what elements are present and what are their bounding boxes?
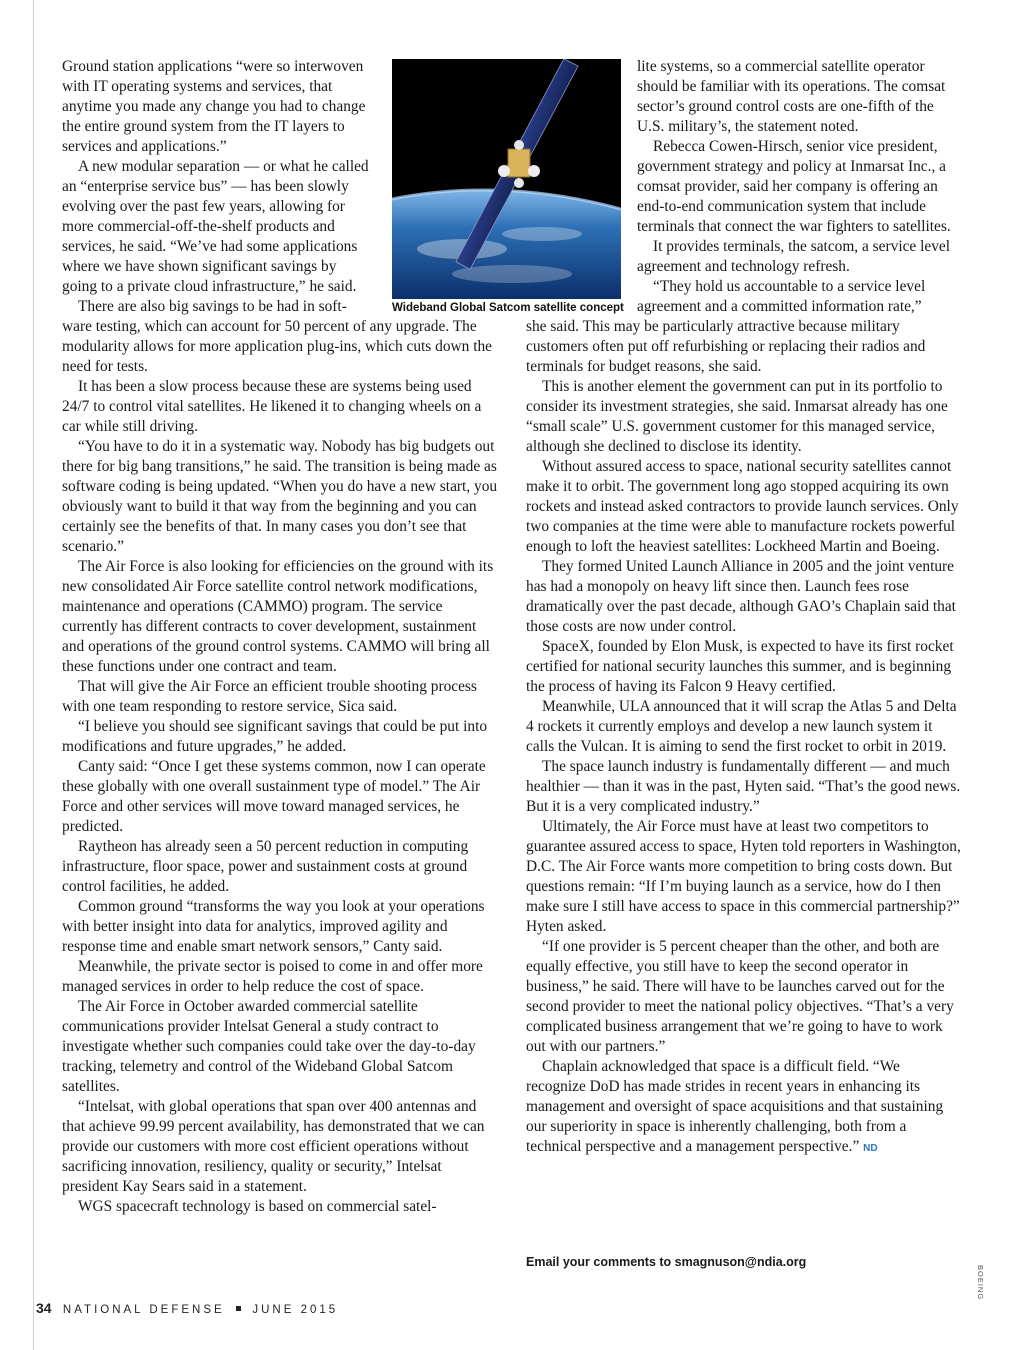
paragraph: “You have to do it in a systematic way. Nobody has big budgets out there for big bang transitions,” he said. The transition is being made as software coding is being updated. “When you do have a new start, you obviously want to build it that way from the beginning and you can certainly see the benefits of that. In many cases you don’t see that scenario.” bbox=[62, 438, 498, 555]
paragraph: Canty said: “Once I get these systems common, now I can operate these globally with one overall sustainment type of model.” The Air Force and other services will move toward managed services, he predicted. bbox=[62, 758, 486, 835]
paragraph: A new modular separation — or what he called an “enterprise service bus” — has been slowly evolving over the past few years, allowing for more commercial-off-the-shelf products and services, he said. “We’ve had some applications where we have shown significant savings by going to a private cloud infrastructure,” he said. bbox=[62, 158, 369, 295]
paragraph: The Air Force is also looking for efficiencies on the ground with its new consolidated Air Force satellite control network modifications, maintenance and operations (CAMMO) program. The service currently has different contracts to cover development, sustainment and operations of the ground control systems. CAMMO will bring all these functions under one contract and team. bbox=[62, 558, 494, 675]
photo-caption: Wideband Global Satcom satellite concept bbox=[392, 302, 624, 314]
paragraph: lite systems, so a commercial satellite operator should be familiar with its operations. The comsat sector’s ground control costs are one-fifth of the U.S. military’s, the statement noted. bbox=[637, 58, 946, 135]
paragraph: This is another element the government can put in its portfolio to consider its investment strategies, she said. Inmarsat already has one “small scale” U.S. government customer for this managed service, although she declined to disclose its identity. bbox=[526, 378, 948, 455]
paragraph: That will give the Air Force an efficient trouble shooting process with one team responding to restore service, Sica said. bbox=[62, 678, 477, 715]
paragraph: The Air Force in October awarded commercial satellite communications provider Intelsat General a study contract to investigate whether such companies could take over the day-to-day tracking, telemetry and control of the Wideband Global Satcom satellites. bbox=[62, 998, 476, 1095]
paragraph: They formed United Launch Alliance in 2005 and the joint venture has had a monopoly on heavy lift since then. Launch fees rose dramatically over the past decade, although GAO’s Chaplain said that those costs are now under control. bbox=[526, 558, 956, 635]
paragraph: “They hold us accountable to a service level agreement and a committed information rate,” bbox=[637, 278, 926, 315]
paragraph: WGS spacecraft technology is based on commercial satel- bbox=[78, 1198, 437, 1215]
publication-name: NATIONAL DEFENSE bbox=[62, 1304, 225, 1316]
page-margin-rule bbox=[33, 0, 34, 1350]
photo-credit: BOEING bbox=[976, 1265, 985, 1301]
right-column bbox=[526, 57, 962, 1159]
paragraph: It has been a slow process because these are systems being used 24/7 to control vital satellites. He likened it to changing wheels on a car while still driving. bbox=[62, 378, 482, 435]
paragraph: Raytheon has already seen a 50 percent reduction in computing infrastructure, floor space, power and sustainment costs at ground control facilities, he added. bbox=[62, 838, 469, 895]
paragraph: Without assured access to space, national security satellites cannot make it to orbit. The government long ago stopped acquiring its own rockets and instead asked contractors to provide launch services. Only two companies at the time were able to manufacture rockets powerful enough to loft the heaviest satellites: Lockheed Martin and Boeing. bbox=[526, 458, 959, 555]
paragraph: “I believe you should see significant savings that could be put into modifications and future upgrades,” he added. bbox=[62, 718, 488, 755]
separator-square bbox=[236, 1306, 241, 1311]
paragraph: There are also big savings to be had in soft- bbox=[78, 298, 347, 315]
paragraph: The space launch industry is fundamentally different — and much healthier — than it was in the past, Hyten said. “That’s the good news. But it is a very complicated industry.” bbox=[526, 758, 961, 815]
email-line: Email your comments to smagnuson@ndia.org bbox=[526, 1255, 807, 1269]
paragraph: she said. This may be particularly attractive because military customers often put off refurbishing or replacing their radios and terminals for budget reasons, she said. bbox=[526, 318, 926, 375]
page-number: 34 bbox=[36, 1300, 52, 1316]
paragraph-text: Chaplain acknowledged that space is a difficult field. “We recognize DoD has made strides in recent years in enhancing its management and oversight of space acquisitions and that sustaining our superiority in space is inherently challenging, both from a technical perspective and a management perspective.” bbox=[526, 1058, 944, 1155]
paragraph: Meanwhile, the private sector is poised to come in and offer more managed services in order to help reduce the cost of space. bbox=[62, 958, 483, 995]
paragraph: “Intelsat, with global operations that span over 400 antennas and that achieve 99.99 percent availability, has demonstrated that we can provide our customers with more cost efficient operations without sacrificing innovation, resiliency, quality or security,” Intelsat president Kay Sears said in a statement. bbox=[62, 1098, 485, 1195]
page-footer bbox=[36, 1300, 338, 1316]
paragraph: It provides terminals, the satcom, a service level agreement and technology refresh. bbox=[637, 238, 951, 275]
paragraph bbox=[526, 1057, 962, 1159]
paragraph: Rebecca Cowen-Hirsch, senior vice president, government strategy and policy at Inmarsat Inc., a comsat provider, said her company is offering an end-to-end communication system that include terminals that connect the war fighters to satellites. bbox=[637, 138, 951, 235]
end-mark: ND bbox=[863, 1143, 878, 1154]
paragraph: Ground station applications “were so interwoven with IT operating systems and services, that anytime you made any change you had to change the entire ground system from the IT layers to services and applications.” bbox=[62, 58, 366, 155]
paragraph: Meanwhile, ULA announced that it will scrap the Atlas 5 and Delta 4 rockets it currently employs and develop a new launch system it calls the Vulcan. It is aiming to send the first rocket to orbit in 2019. bbox=[526, 698, 957, 755]
issue-date: JUNE 2015 bbox=[252, 1304, 339, 1316]
paragraph: Ultimately, the Air Force must have at least two competitors to guarantee assured access to space, Hyten told reporters in Washington, D.C. The Air Force wants more competition to bring costs down. But questions remain: “If I’m buying launch as a service, how do I then make sure I still have access to space in this commercial partnership?” Hyten asked. bbox=[526, 818, 961, 935]
paragraph: SpaceX, founded by Elon Musk, is expected to have its first rocket certified for national security launches this summer, and is beginning the process of having its Falcon 9 Heavy certified. bbox=[526, 638, 954, 695]
paragraph: Common ground “transforms the way you look at your operations with better insight into data for analytics, improved agility and response time and enable smart network sensors,” Canty said. bbox=[62, 898, 485, 955]
paragraph: ware testing, which can account for 50 percent of any upgrade. The modularity allows for more application plug-ins, which cuts down the need for tests. bbox=[62, 318, 492, 375]
paragraph: “If one provider is 5 percent cheaper than the other, and both are equally effective, you still have to keep the second operator in business,” he said. There will have to be launches carved out for the second provider to meet the national policy objectives. “That’s a very complicated business arrangement that we’re going to have to work out with our partners.” bbox=[526, 938, 954, 1055]
